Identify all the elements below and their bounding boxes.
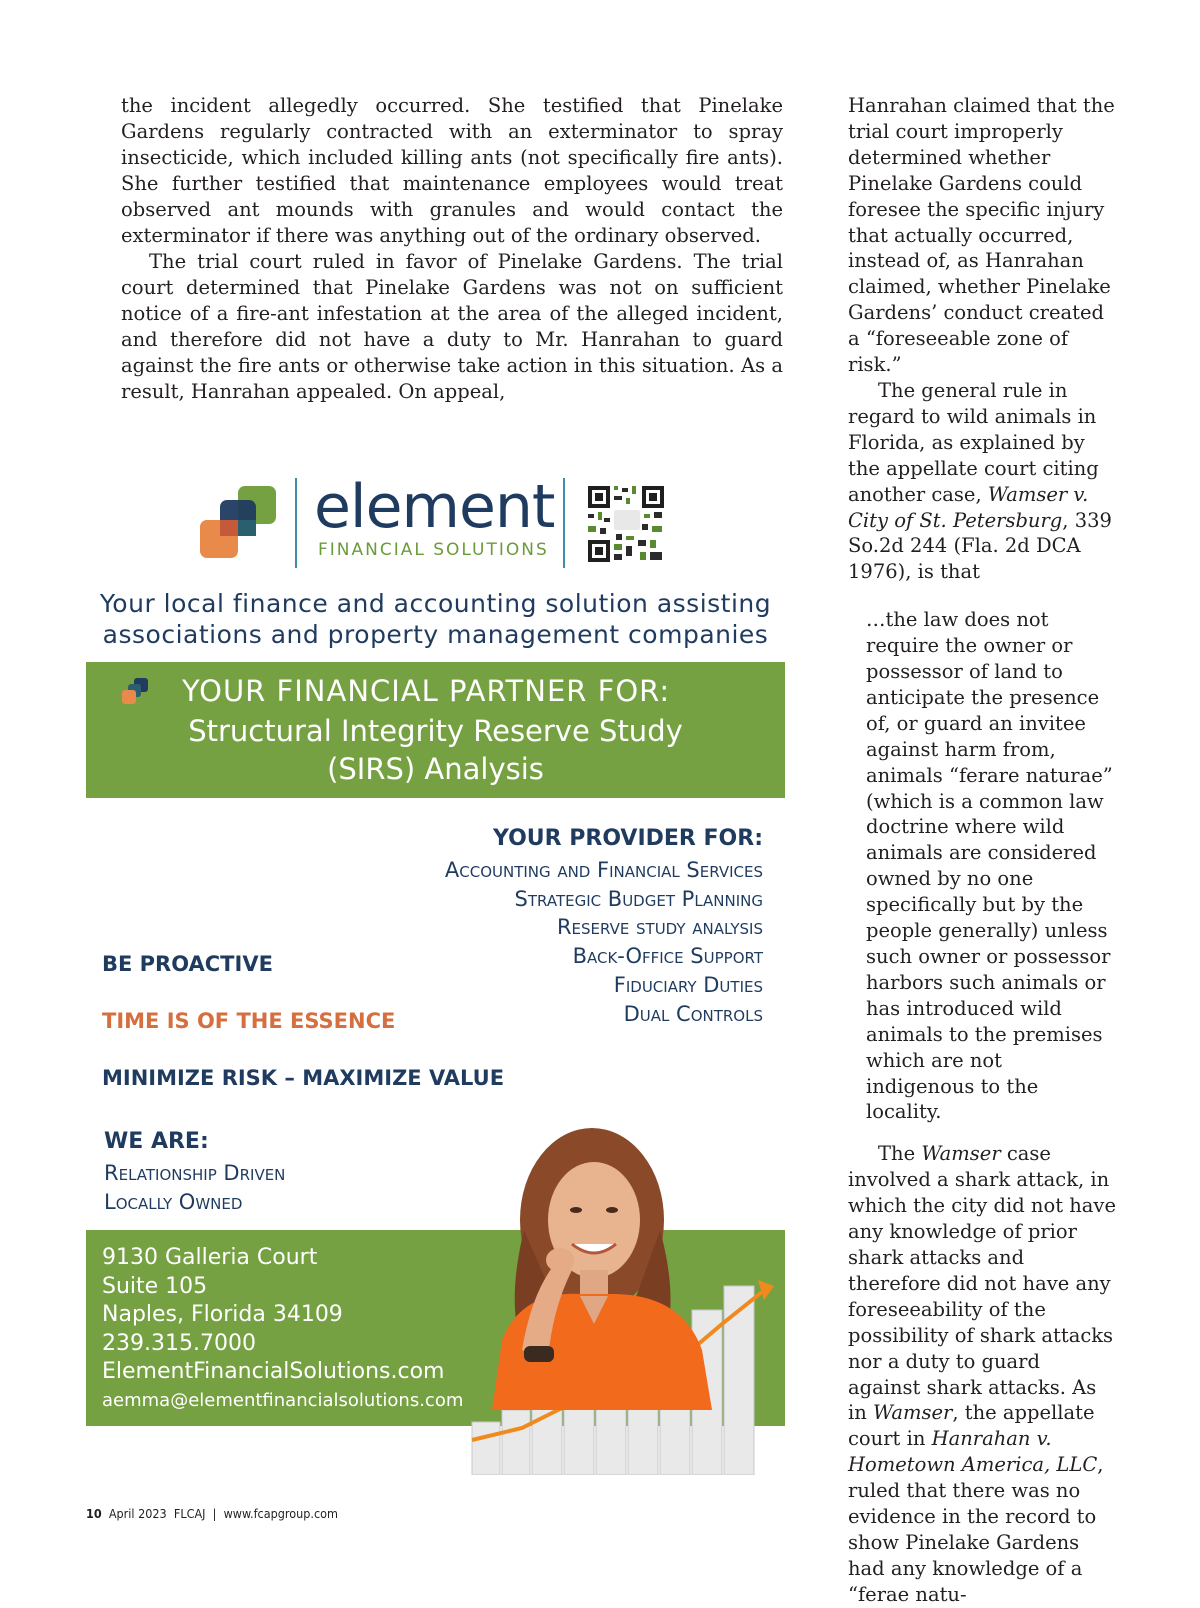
logo-divider bbox=[563, 478, 565, 568]
address-line: 9130 Galleria Court bbox=[102, 1245, 318, 1270]
service-item: Back-Office Support bbox=[572, 944, 763, 969]
service-item: Reserve study analysis bbox=[556, 915, 763, 940]
page-footer bbox=[86, 1506, 338, 1521]
we-are-item: Relationship Driven bbox=[104, 1161, 286, 1185]
tagline-line: Your local finance and accounting solution assisting bbox=[99, 589, 772, 618]
ad-tagline bbox=[86, 588, 785, 650]
element-logo-icon bbox=[120, 676, 150, 706]
page-number: 10 bbox=[86, 1506, 102, 1521]
provider-services-list bbox=[445, 856, 763, 1028]
case-citation: Wamser v. City of St. Petersburg bbox=[848, 482, 1089, 532]
case-citation: Hanrahan v. Hometown America, LLC bbox=[848, 1427, 1098, 1477]
slogan-minimize-risk: MINIMIZE RISK – MAXIMIZE VALUE bbox=[102, 1066, 505, 1090]
article-right-column bbox=[848, 93, 1116, 1608]
article-paragraph: the incident allegedly occurred. She testified that Pinelake Gardens regularly contracted with an exterminator to spray insecticide, which included killing ants (not specifically fire ants). She further testified that maintenance employees would treat observed ant mounds with granules and would contact the exterminator if there was anything out of the ordinary observed. bbox=[121, 94, 783, 247]
text-run: case involved a shark attack, in which the city did not have any knowledge of prior shark attacks and therefore did not have any foreseeability of the possibility of shark attacks nor a duty to guard against shark attacks. As in bbox=[848, 1142, 1116, 1425]
website-link[interactable]: ElementFinancialSolutions.com bbox=[102, 1359, 445, 1385]
issue-date: April 2023 bbox=[108, 1506, 167, 1521]
banner-subheading: Structural Integrity Reserve Study bbox=[188, 714, 683, 748]
publication-url[interactable]: www.fcapgroup.com bbox=[223, 1506, 338, 1521]
article-paragraph: Hanrahan claimed that the trial court improperly determined whether Pinelake Gardens could foresee the specific injury that actually occurred, instead of, as Hanrahan claimed, whether Pinelake Gardens’ conduct created a “foreseeable zone of risk.” bbox=[848, 94, 1115, 377]
service-item: Strategic Budget Planning bbox=[514, 886, 763, 911]
text-run: , the appellate court in bbox=[848, 1401, 1095, 1451]
service-item: Dual Controls bbox=[623, 1001, 763, 1026]
email-link[interactable]: aemma@elementfinancialsolutions.com bbox=[102, 1389, 464, 1411]
article-paragraph: The trial court ruled in favor of Pinelake Gardens. The trial court determined that Pinelake Gardens was not on sufficient notice of a fire-ant infestation at the area of the alleged incident, and therefore did not have a duty to Mr. Hanrahan to guard against the fire ants or otherwise take action in this situation. As a result, Hanrahan appealed. On appeal, bbox=[121, 250, 783, 403]
article-paragraph bbox=[848, 378, 1116, 585]
provider-heading: YOUR PROVIDER FOR: bbox=[492, 826, 763, 851]
tagline-line: associations and property management companies bbox=[102, 620, 769, 649]
contact-info bbox=[102, 1244, 463, 1416]
slogan-time-essence: TIME IS OF THE ESSENCE bbox=[102, 1009, 396, 1033]
financial-partner-banner bbox=[86, 662, 785, 798]
banner-heading: YOUR FINANCIAL PARTNER FOR: bbox=[182, 674, 671, 708]
case-citation: Wamser bbox=[873, 1401, 953, 1425]
case-citation: Wamser bbox=[921, 1142, 1001, 1166]
logo-wordmark: element bbox=[314, 472, 555, 542]
footer-separator: | bbox=[212, 1506, 217, 1521]
service-item: Accounting and Financial Services bbox=[444, 858, 763, 882]
logo-subtitle: FINANCIAL SOLUTIONS bbox=[318, 540, 549, 560]
text-run: , ruled that there was no evidence in the record to show Pinelake Gardens had any knowledge of a “ferae natu- bbox=[848, 1453, 1104, 1606]
woman-with-growth-chart-photo bbox=[462, 1110, 785, 1475]
service-item: Fiduciary Duties bbox=[613, 972, 763, 997]
logo-divider bbox=[295, 478, 297, 568]
article-left-column bbox=[121, 93, 783, 405]
we-are-item: Locally Owned bbox=[104, 1189, 243, 1214]
text-run: The general rule in regard to wild animals in Florida, as explained by the appellate court citing another case, bbox=[848, 378, 1099, 506]
we-are-list bbox=[104, 1159, 285, 1216]
article-paragraph bbox=[848, 1141, 1116, 1607]
banner-subheading: (SIRS) Analysis bbox=[327, 752, 544, 786]
phone-number: 239.315.7000 bbox=[102, 1330, 256, 1356]
slogan-be-proactive: BE PROACTIVE bbox=[102, 952, 273, 976]
block-quote: …the law does not require the owner or possessor of land to anticipate the presence of, or guard an invitee against harm from, animals “ferare naturae” (which is a common law doctrine where wild animals are considered owned by no one specifically but by the people generally) unless such owner or possessor harbors such animals or has introduced wild animals to the premises which are not indigenous to the locality. bbox=[866, 608, 1113, 1124]
qr-code-icon[interactable] bbox=[586, 484, 666, 564]
element-logo-icon bbox=[198, 482, 280, 564]
text-run: The bbox=[878, 1142, 922, 1166]
publication-name: FLCAJ bbox=[173, 1506, 206, 1521]
element-financial-advertisement bbox=[86, 470, 785, 1475]
address-line: Naples, Florida 34109 bbox=[102, 1302, 343, 1328]
text-run: , 339 So.2d 244 (Fla. 2d DCA 1976), is that bbox=[848, 508, 1112, 584]
we-are-heading: WE ARE: bbox=[104, 1129, 209, 1154]
address-line: Suite 105 bbox=[102, 1273, 208, 1299]
